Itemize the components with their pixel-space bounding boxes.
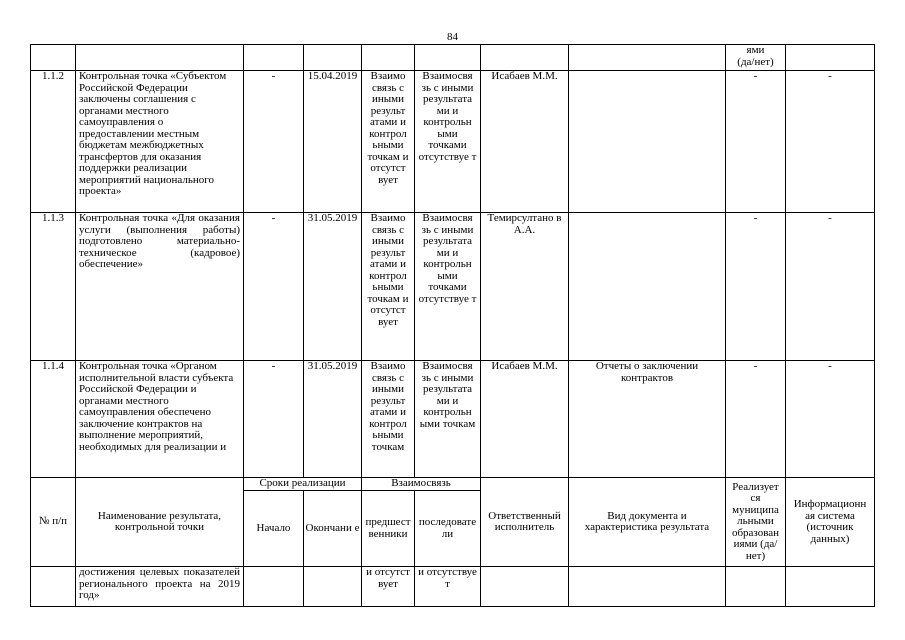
row-info-system: - <box>786 213 875 361</box>
row-successors: Взаимосвя зь с иными результата ми и контрольн ыми точками отсутствуе т <box>415 213 481 361</box>
row-predecessors: Взаимо связь с иными результ атами и контрол ьными точкам <box>362 361 415 478</box>
row-name: Контрольная точка «Органом исполнительной власти субъекта Российской Федерации и органами местного самоуправления обеспечено заключение контрактов на выполнение мероприятий, необходимых для реализации и <box>76 361 244 478</box>
row-name: Контрольная точка «Для оказания услуги (выполнения работы) подготовлено материально-техническое (кадровое) обеспечение» <box>76 213 244 361</box>
row-end: 31.05.2019 <box>304 213 362 361</box>
continuation-row <box>31 567 875 607</box>
table-row <box>31 71 875 213</box>
row-implemented: - <box>726 361 786 478</box>
continuation-predecessors: и отсутст вует <box>362 567 415 607</box>
table-row <box>31 213 875 361</box>
implemented-cont: ями (да/нет) <box>726 45 786 71</box>
row-number: 1.1.3 <box>31 213 76 361</box>
row-successors: Взаимосвя зь с иными результата ми и контрольн ыми точкам <box>415 361 481 478</box>
row-end: 31.05.2019 <box>304 361 362 478</box>
row-responsible: Исабаев М.М. <box>481 71 569 213</box>
header-info-system: Информационн ая система (источник данных) <box>786 478 875 567</box>
row-doc-type <box>569 213 726 361</box>
row-end: 15.04.2019 <box>304 71 362 213</box>
row-info-system: - <box>786 71 875 213</box>
row-name: Контрольная точка «Субъектом Российской Федерации заключены соглашения с органами местного самоуправления о предоставлении местным бюджетам межбюджетных трансфертов для оказания поддержки реализации мероприятий национального проекта» <box>76 71 244 213</box>
continuation-name: достижения целевых показателей регионального проекта на 2019 год» <box>76 567 244 607</box>
header-relation: Взаимосвязь <box>362 478 481 491</box>
top-continuation-row <box>31 45 875 71</box>
page-number: 84 <box>447 31 458 43</box>
row-number: 1.1.4 <box>31 361 76 478</box>
header-doc-type: Вид документа и характеристика результата <box>569 478 726 567</box>
header-end: Окончани е <box>304 491 362 567</box>
table-header-row <box>31 478 875 491</box>
header-implemented: Реализует ся муниципа льными образован иями (да/нет) <box>726 478 786 567</box>
row-start: - <box>244 213 304 361</box>
header-successors: последовате ли <box>415 491 481 567</box>
row-predecessors: Взаимо связь с иными результ атами и контрол ьными точкам и отсутст вует <box>362 71 415 213</box>
row-implemented: - <box>726 213 786 361</box>
row-responsible: Темирсултано в А.А. <box>481 213 569 361</box>
header-responsible: Ответственный исполнитель <box>481 478 569 567</box>
header-deadlines: Сроки реализации <box>244 478 362 491</box>
row-doc-type <box>569 71 726 213</box>
row-start: - <box>244 361 304 478</box>
continuation-successors: и отсутствуе т <box>415 567 481 607</box>
row-number: 1.1.2 <box>31 71 76 213</box>
row-responsible: Исабаев М.М. <box>481 361 569 478</box>
row-info-system: - <box>786 361 875 478</box>
row-start: - <box>244 71 304 213</box>
header-start: Начало <box>244 491 304 567</box>
header-name: Наименование результата, контрольной точки <box>76 478 244 567</box>
header-num: № п/п <box>31 478 76 567</box>
row-successors: Взаимосвя зь с иными результата ми и контрольн ыми точками отсутствуе т <box>415 71 481 213</box>
row-doc-type: Отчеты о заключении контрактов <box>569 361 726 478</box>
row-implemented: - <box>726 71 786 213</box>
table-row <box>31 361 875 478</box>
plan-table <box>30 44 875 607</box>
header-predecessors: предшест венники <box>362 491 415 567</box>
row-predecessors: Взаимо связь с иными результ атами и контрол ьными точкам и отсутст вует <box>362 213 415 361</box>
